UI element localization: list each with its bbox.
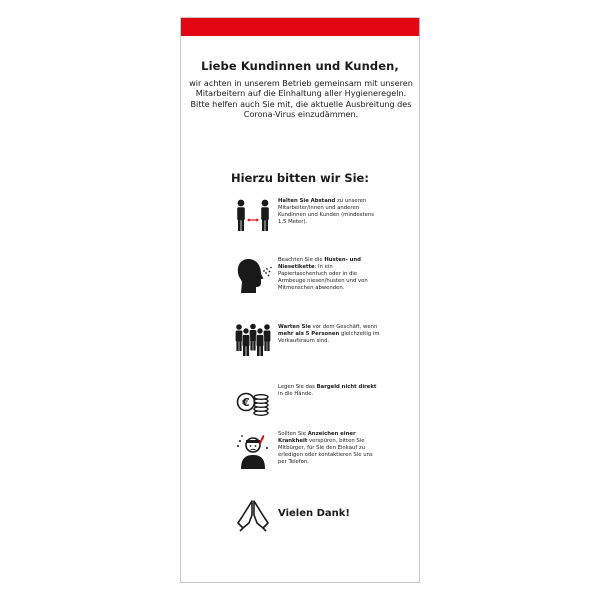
item-sneeze-text: Beachten Sie die Husten- und Niesetikette: In ein Papiertaschentuch oder in die Armbeuge niesen/husten und von Mitmenschen abwenden. bbox=[278, 257, 368, 292]
intro-paragraph: wir achten in unserem Betrieb gemeinsam mit unseren Mitarbeitern auf die Einhaltung aller Hygieneregeln. Bitte helfen auch Sie mit, die aktuelle Ausbreitung des Corona-Virus einzudämmen. bbox=[189, 78, 413, 119]
thanks-text: Vielen Dank! bbox=[278, 508, 350, 519]
sick-person-icon bbox=[233, 431, 273, 471]
item-cash-text: Legen Sie das Bargeld nicht direkt in die Hände. bbox=[278, 384, 377, 398]
subheadline: Hierzu bitten wir Sie: bbox=[231, 171, 369, 185]
sneezing-person-icon bbox=[233, 255, 273, 295]
crowd-icon bbox=[233, 318, 273, 358]
item-distance-text: Halten Sie Abstand zu unseren Mitarbeiter/innen und anderen Kundinnen und Kunden (mindestens 1,5 Meter). bbox=[278, 198, 375, 226]
red-top-bar bbox=[181, 18, 419, 36]
svg-text:€: € bbox=[242, 396, 250, 409]
item-crowd-text: Warten Sie vor dem Geschäft, wenn mehr als 5 Personen gleichzeitig im Verkaufsraum sind. bbox=[278, 324, 380, 345]
distance-people-icon bbox=[233, 196, 273, 236]
cash-coins-icon bbox=[233, 380, 273, 420]
headline: Liebe Kundinnen und Kunden, bbox=[201, 59, 399, 73]
hygiene-flyer bbox=[180, 17, 420, 583]
item-sick-text: Sollten Sie Anzeichen einer Krankheit verspüren, bitten Sie Mitbürger, für Sie den Einkauf zu erledigen oder kontaktieren Sie uns per Telefon. bbox=[278, 431, 373, 466]
praying-hands-icon bbox=[233, 495, 273, 535]
